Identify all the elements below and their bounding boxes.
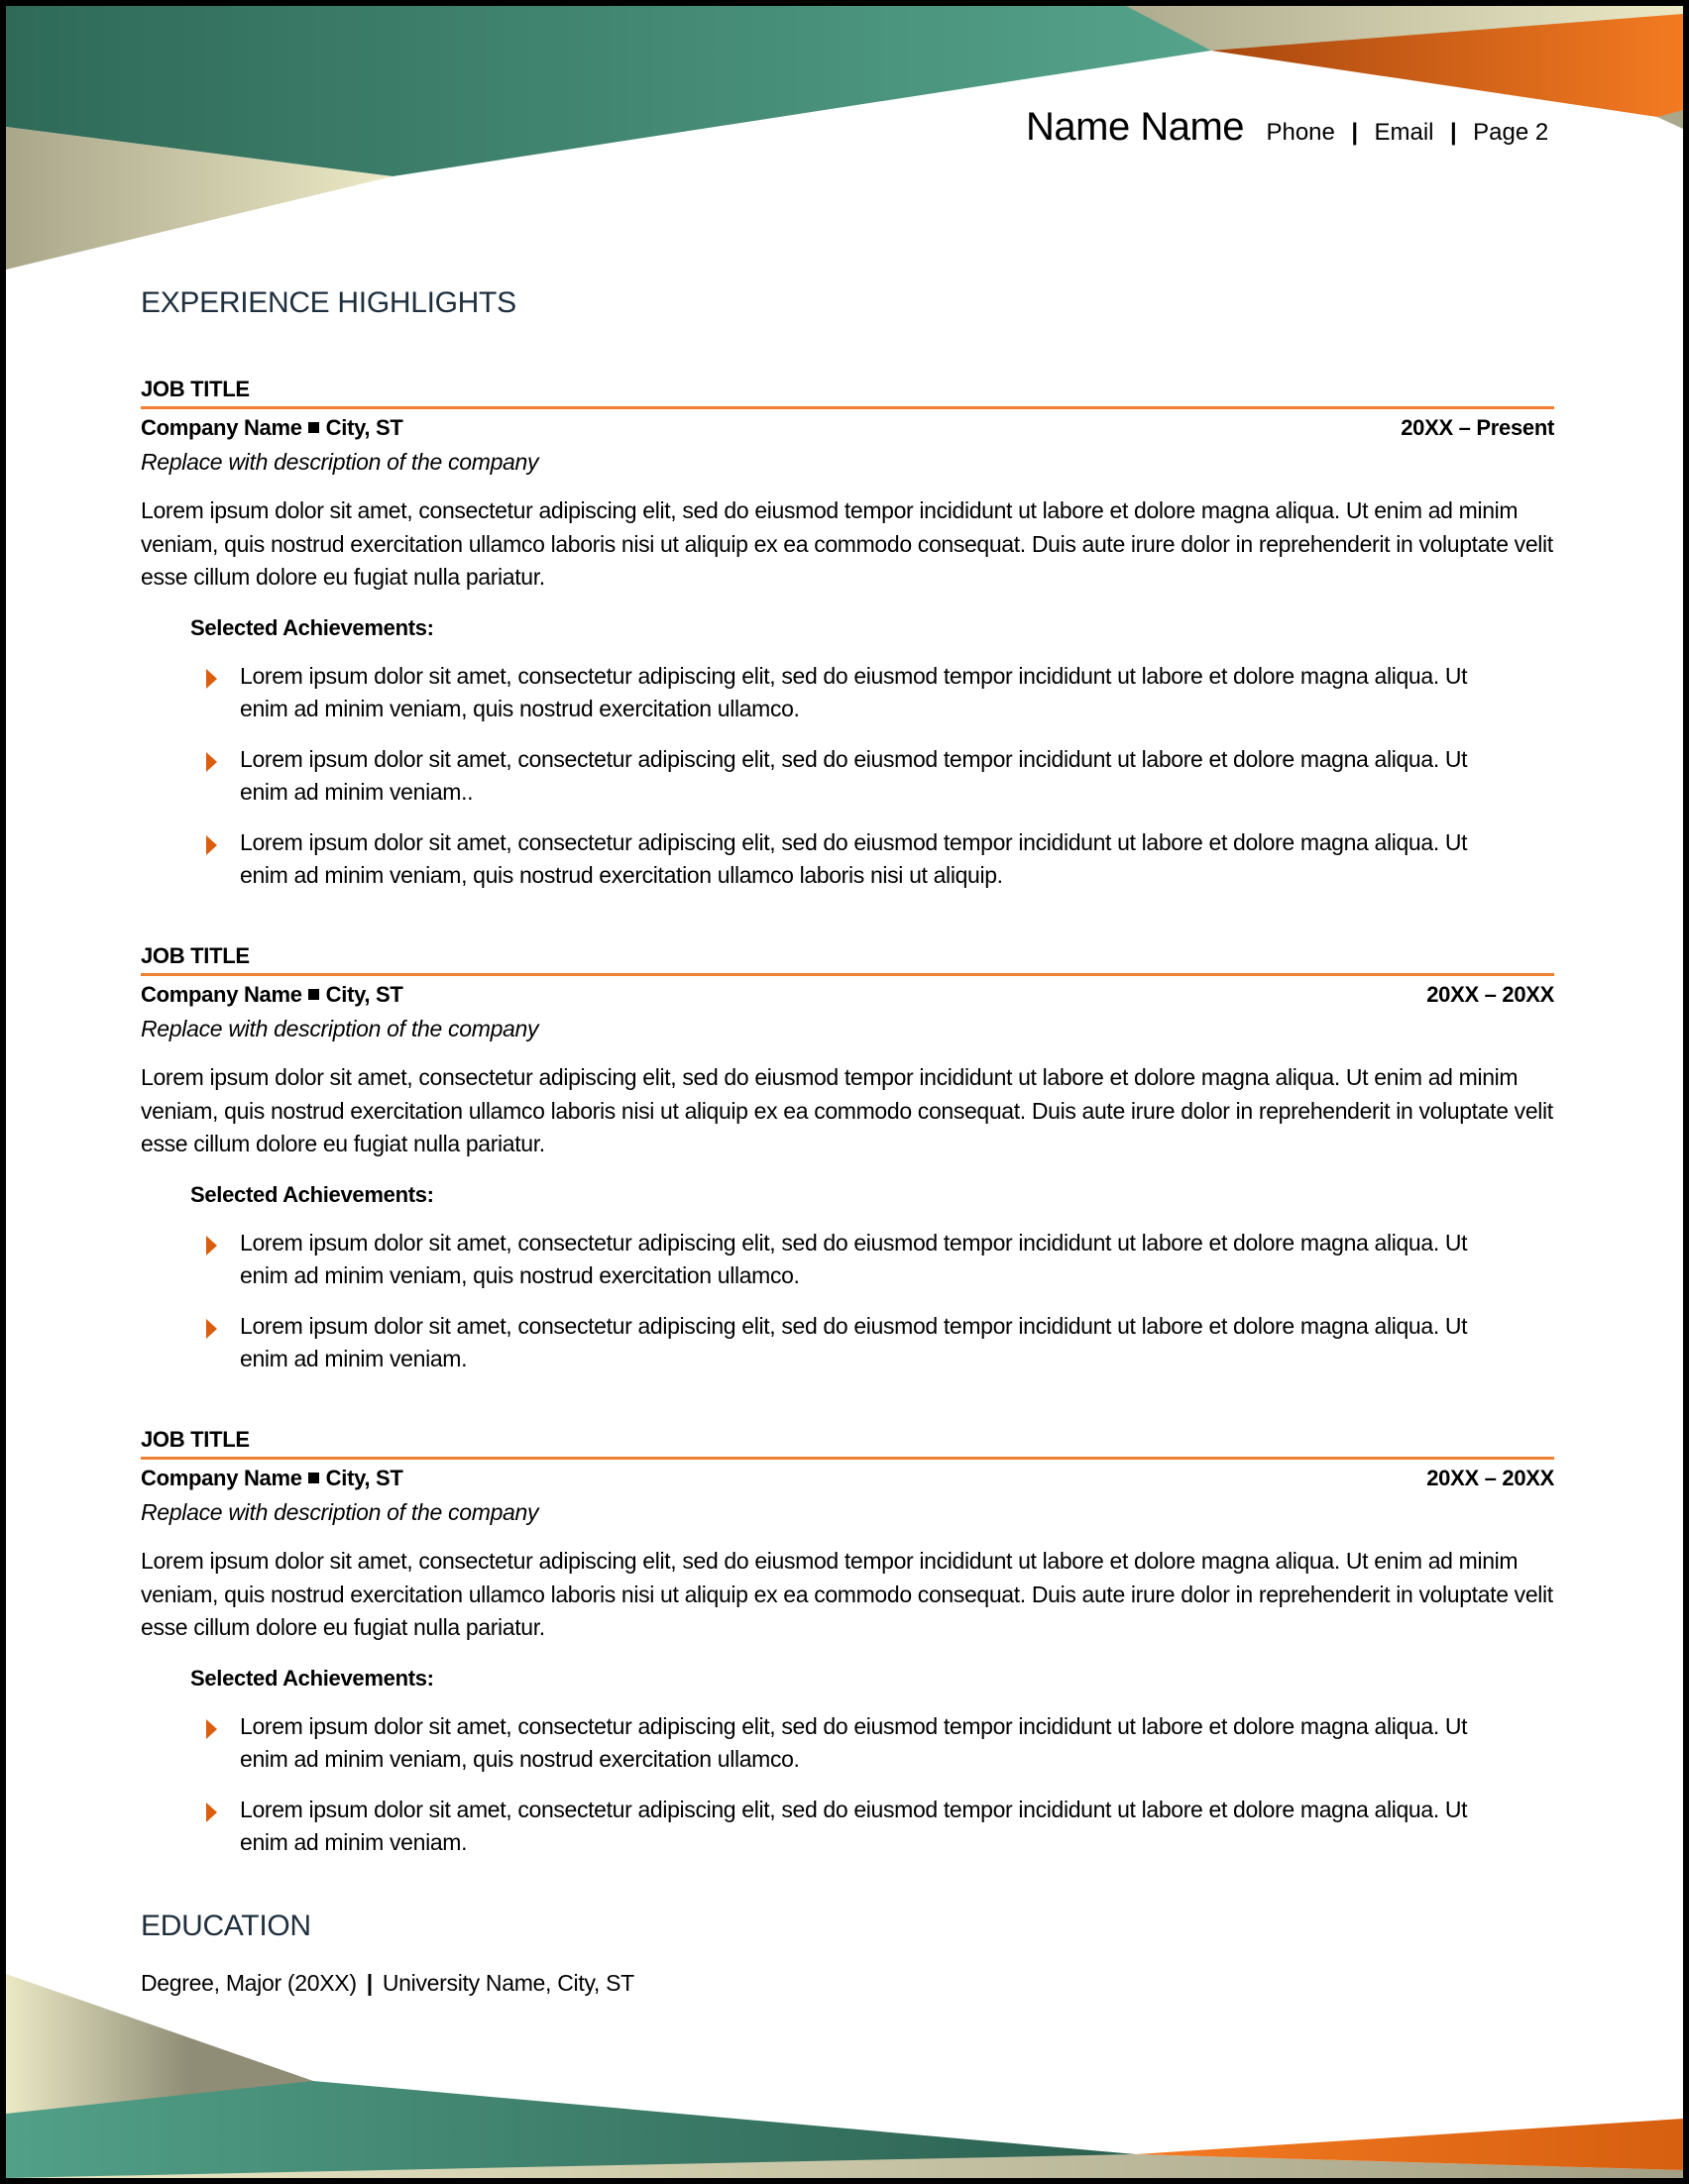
job-entry: [141, 941, 1554, 1393]
triangle-bullet-icon: [206, 752, 217, 772]
achievements-label: Selected Achievements:: [190, 614, 434, 640]
company-description: Replace with description of the company: [141, 1499, 539, 1525]
job-title: JOB TITLE: [141, 943, 250, 968]
job-dates: 20XX – 20XX: [1426, 982, 1554, 1007]
triangle-bullet-icon: [206, 1236, 217, 1256]
job-summary: Lorem ipsum dolor sit amet, consectetur adipiscing elit, sed do eiusmod tempor incididunt ut labore et dolore magna aliqua. Ut enim ad minim veniam, quis nostrud exercitation ullamco laboris nisi ut aliquip ex ea commodo consequat. Duis aute irure dolor in reprehenderit in voluptate velit esse cillum dolore eu fugiat nulla pariatur.: [141, 1548, 1553, 1640]
company-row: [141, 978, 1554, 1012]
triangle-bullet-icon: [206, 835, 217, 855]
job-summary: Lorem ipsum dolor sit amet, consectetur adipiscing elit, sed do eiusmod tempor incididunt ut labore et dolore magna aliqua. Ut enim ad minim veniam, quis nostrud exercitation ullamco laboris nisi ut aliquip ex ea commodo consequat. Duis aute irure dolor in reprehenderit in voluptate velit esse cillum dolore eu fugiat nulla pariatur.: [141, 1064, 1553, 1156]
achievement-item: Lorem ipsum dolor sit amet, consectetur adipiscing elit, sed do eiusmod tempor incididunt ut labore et dolore magna aliqua. Ut enim ad minim veniam.: [141, 1310, 1554, 1376]
triangle-bullet-icon: [206, 1319, 217, 1339]
page-number: Page 2: [1473, 119, 1549, 146]
triangle-bullet-icon: [206, 1719, 217, 1739]
achievement-item: Lorem ipsum dolor sit amet, consectetur adipiscing elit, sed do eiusmod tempor incididunt ut labore et dolore magna aliqua. Ut enim ad minim veniam..: [141, 743, 1554, 810]
company-location: City, ST: [325, 982, 403, 1007]
triangle-bullet-icon: [206, 669, 217, 689]
separator: |: [1351, 119, 1359, 146]
company-location: City, ST: [325, 415, 403, 440]
page-header: [1026, 105, 1548, 150]
degree: Degree, Major (20XX): [141, 1970, 357, 1996]
job-summary: Lorem ipsum dolor sit amet, consectetur adipiscing elit, sed do eiusmod tempor incididunt ut labore et dolore magna aliqua. Ut enim ad minim veniam, quis nostrud exercitation ullamco laboris nisi ut aliquip ex ea commodo consequat. Duis aute irure dolor in reprehenderit in voluptate velit esse cillum dolore eu fugiat nulla pariatur.: [141, 497, 1553, 590]
job-divider: [141, 973, 1554, 976]
achievements-list: [141, 660, 1554, 893]
company-description: Replace with description of the company: [141, 449, 539, 475]
square-bullet-icon: [308, 1473, 319, 1483]
achievement-item: Lorem ipsum dolor sit amet, consectetur adipiscing elit, sed do eiusmod tempor incididunt ut labore et dolore magna aliqua. Ut enim ad minim veniam.: [141, 1794, 1554, 1860]
job-divider: [141, 406, 1554, 409]
company-name: Company Name: [141, 1466, 302, 1490]
achievement-item: Lorem ipsum dolor sit amet, consectetur adipiscing elit, sed do eiusmod tempor incididunt ut labore et dolore magna aliqua. Ut enim ad minim veniam, quis nostrud exercitation ullamco.: [141, 1227, 1554, 1293]
company-location: City, ST: [325, 1466, 403, 1490]
job-title: JOB TITLE: [141, 1427, 250, 1452]
education-section-title: EDUCATION: [141, 1910, 311, 1942]
job-divider: [141, 1457, 1554, 1460]
square-bullet-icon: [308, 989, 319, 1000]
job-dates: 20XX – 20XX: [1426, 1466, 1554, 1490]
education-entry: [141, 1970, 634, 1997]
achievement-item: Lorem ipsum dolor sit amet, consectetur adipiscing elit, sed do eiusmod tempor incididunt ut labore et dolore magna aliqua. Ut enim ad minim veniam, quis nostrud exercitation ullamco.: [141, 1710, 1554, 1777]
experience-section-title: EXPERIENCE HIGHLIGHTS: [141, 286, 516, 319]
square-bullet-icon: [308, 422, 319, 433]
company-row: [141, 411, 1554, 445]
achievements-label: Selected Achievements:: [190, 1181, 434, 1207]
company-row: [141, 1462, 1554, 1495]
email: Email: [1374, 119, 1434, 146]
company-description: Replace with description of the company: [141, 1016, 539, 1041]
company-name: Company Name: [141, 415, 302, 440]
candidate-name: Name Name: [1026, 105, 1245, 149]
triangle-bullet-icon: [206, 1802, 217, 1822]
job-title: JOB TITLE: [141, 377, 250, 401]
job-entry: [141, 1425, 1554, 1877]
achievements-list: [141, 1710, 1554, 1860]
separator: |: [1449, 119, 1457, 146]
separator: |: [366, 1970, 373, 1996]
achievement-item: Lorem ipsum dolor sit amet, consectetur adipiscing elit, sed do eiusmod tempor incididunt ut labore et dolore magna aliqua. Ut enim ad minim veniam, quis nostrud exercitation ullamco laboris nisi ut aliquip.: [141, 826, 1554, 893]
achievements-list: [141, 1227, 1554, 1376]
achievement-item: Lorem ipsum dolor sit amet, consectetur adipiscing elit, sed do eiusmod tempor incididunt ut labore et dolore magna aliqua. Ut enim ad minim veniam, quis nostrud exercitation ullamco.: [141, 660, 1554, 726]
resume-page: [6, 6, 1683, 2178]
phone: Phone: [1266, 119, 1335, 146]
job-entry: [141, 375, 1554, 910]
university: University Name, City, ST: [382, 1970, 634, 1996]
company-name: Company Name: [141, 982, 302, 1007]
achievements-label: Selected Achievements:: [190, 1665, 434, 1691]
job-dates: 20XX – Present: [1401, 415, 1554, 440]
